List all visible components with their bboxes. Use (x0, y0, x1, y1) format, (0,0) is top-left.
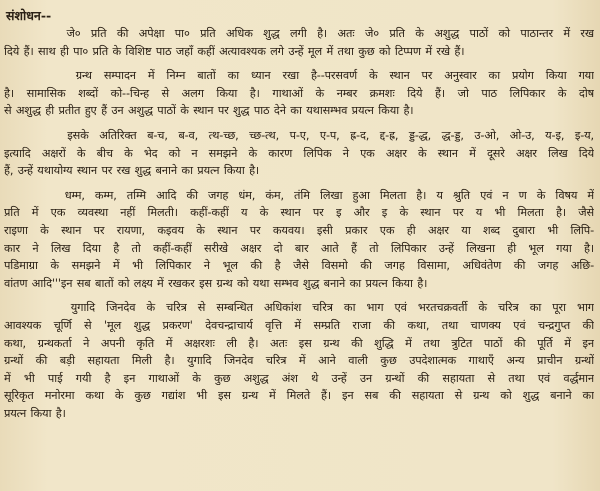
paragraph (4, 127, 594, 180)
body-text (4, 25, 594, 422)
paragraph (4, 25, 594, 60)
text-line: प्रति में एक व्यवस्था नहीं मिलती। कहीं-कहीं य के स्थान पर इ और इ के स्थान पर य भी मिलता है। जैसे (4, 206, 594, 220)
text-line: जे० प्रति की अपेक्षा पा० प्रति अधिक शुद्ध लगी है। अतः जे० प्रति के अशुद्ध पाठों को पाठान्तर में रख (4, 27, 594, 40)
text-line: वांतण आदि'''इन सब बातों को लक्ष्य में रखकर इस ग्रन्थ को यथा सम्भव शुद्ध बनाने का प्रयत्न किया है। (4, 276, 428, 290)
text-line: है। सामासिक शब्दों को--चिन्ह से अलग किया है। गाथाओं के नम्बर क्रमशः दिये हैं। जो पाठ लिपिकार के दोष (4, 86, 594, 100)
text-line: सूरिकृत मनोरमा कथा के कुछ गद्यांश भी इस ग्रन्थ में मिलते हैं। इन सब की सहायता से ग्रन्थ को शुद्ध बनाने का (4, 389, 594, 403)
text-line: राइणा के स्थान पर रायणा, कइवय के स्थान पर कयवय। इसी प्रकार एक ही अक्षर या शब्द दुबारा भी लिपि- (4, 223, 594, 237)
text-line: आवश्यक चूर्णि से 'मूल शुद्ध प्रकरण' देवचन्द्राचार्य वृत्ति में सम्प्रति राजा की कथा, तथा चाणक्य एवं चन्द्रगुप्त की (4, 318, 594, 332)
paragraph (4, 299, 594, 422)
paragraph (4, 67, 594, 120)
text-line: ग्रन्थों की बड़ी सहायता मिली है। युगादि जिनदेव चरित्र में आने वाली कुछ उपदेशात्मक गाथाएँ अन्य प्राचीन ग्रन्थों (4, 354, 594, 368)
text-line: दिये हैं। साथ ही पा० प्रति के विशिष्ट पाठ जहाँ कहीं अत्यावश्यक लगे उन्हें मूल में तथा कुछ को टिप्पण में रखे हैं। (4, 44, 465, 58)
text-line: हैं, उन्हें यथायोग्य स्थान पर रख शुद्ध बनाने का प्रयत्न किया है। (4, 164, 260, 178)
text-line: कथा, ग्रन्थकर्ता ने अपनी कृति में अक्षरशः ली है। अतः इस ग्रन्थ की शुद्धि में तथा त्रुटित पाठों की पूर्ति में इन (4, 336, 594, 350)
text-line: धम्म, कम्म, तम्मि आदि की जगह धंम, कंम, तंमि लिखा हुआ मिलता है। य श्रुति एवं न ण के विषय में (4, 188, 594, 202)
text-line: प्रयत्न किया है। (4, 406, 66, 420)
text-line: ग्रन्थ सम्पादन में निम्न बातों का ध्यान रखा है--परसवर्ण के स्थान पर अनुस्वार का प्रयोग किया गया (4, 69, 594, 83)
paragraph (4, 187, 594, 293)
text-line: इत्यादि अक्षरों के बीच के भेद को न समझने के कारण लिपिक ने एक अक्षर के स्थान में दूसरे अक्षर लिख दिये (4, 146, 594, 160)
text-line: में भी पाई गयी है इन गाथाओं के कुछ अशुद्ध अंश थे उन्हें उन ग्रन्थों की सहायता से तथा एवं वर्द्धमान (4, 371, 594, 385)
text-line: युगादि जिनदेव के चरित्र से सम्बन्धित अधिकांश चरित्र का भाग एवं भरतचक्रवर्ती के चरित्र का पूरा भाग (4, 301, 594, 315)
text-line: इसके अतिरिक्त ब-च, ब-व, त्थ-च्छ, च्छ-त्थ, प-ए, ए-प, ह्र-द, द्द-ह्र, ड्ड-द्ध, द्ध-ड्ड, उ-ओ, ओ-उ, य-इ, इ-य, (4, 128, 594, 142)
section-heading: संशोधन-- (6, 8, 52, 23)
text-line: पडिमाग्रा के समझने में भी लिपिकार ने भूल की है जैसे विसमो की जगह विसामा, अधिवंतेण की जगह अछि- (4, 259, 594, 273)
text-line: से अशुद्ध ही प्रतीत हुए हैं उन अशुद्ध पाठों के स्थान पर शुद्ध पाठ देने का यथासम्भव प्रयत्न किया है। (4, 104, 414, 118)
text-line: कार ने लिख दिया है तो कहीं-कहीं सरीखे अक्षर दो बार आते हैं तो लिपिकार उन्हें लिखना ही भूल गया है। (4, 241, 594, 255)
